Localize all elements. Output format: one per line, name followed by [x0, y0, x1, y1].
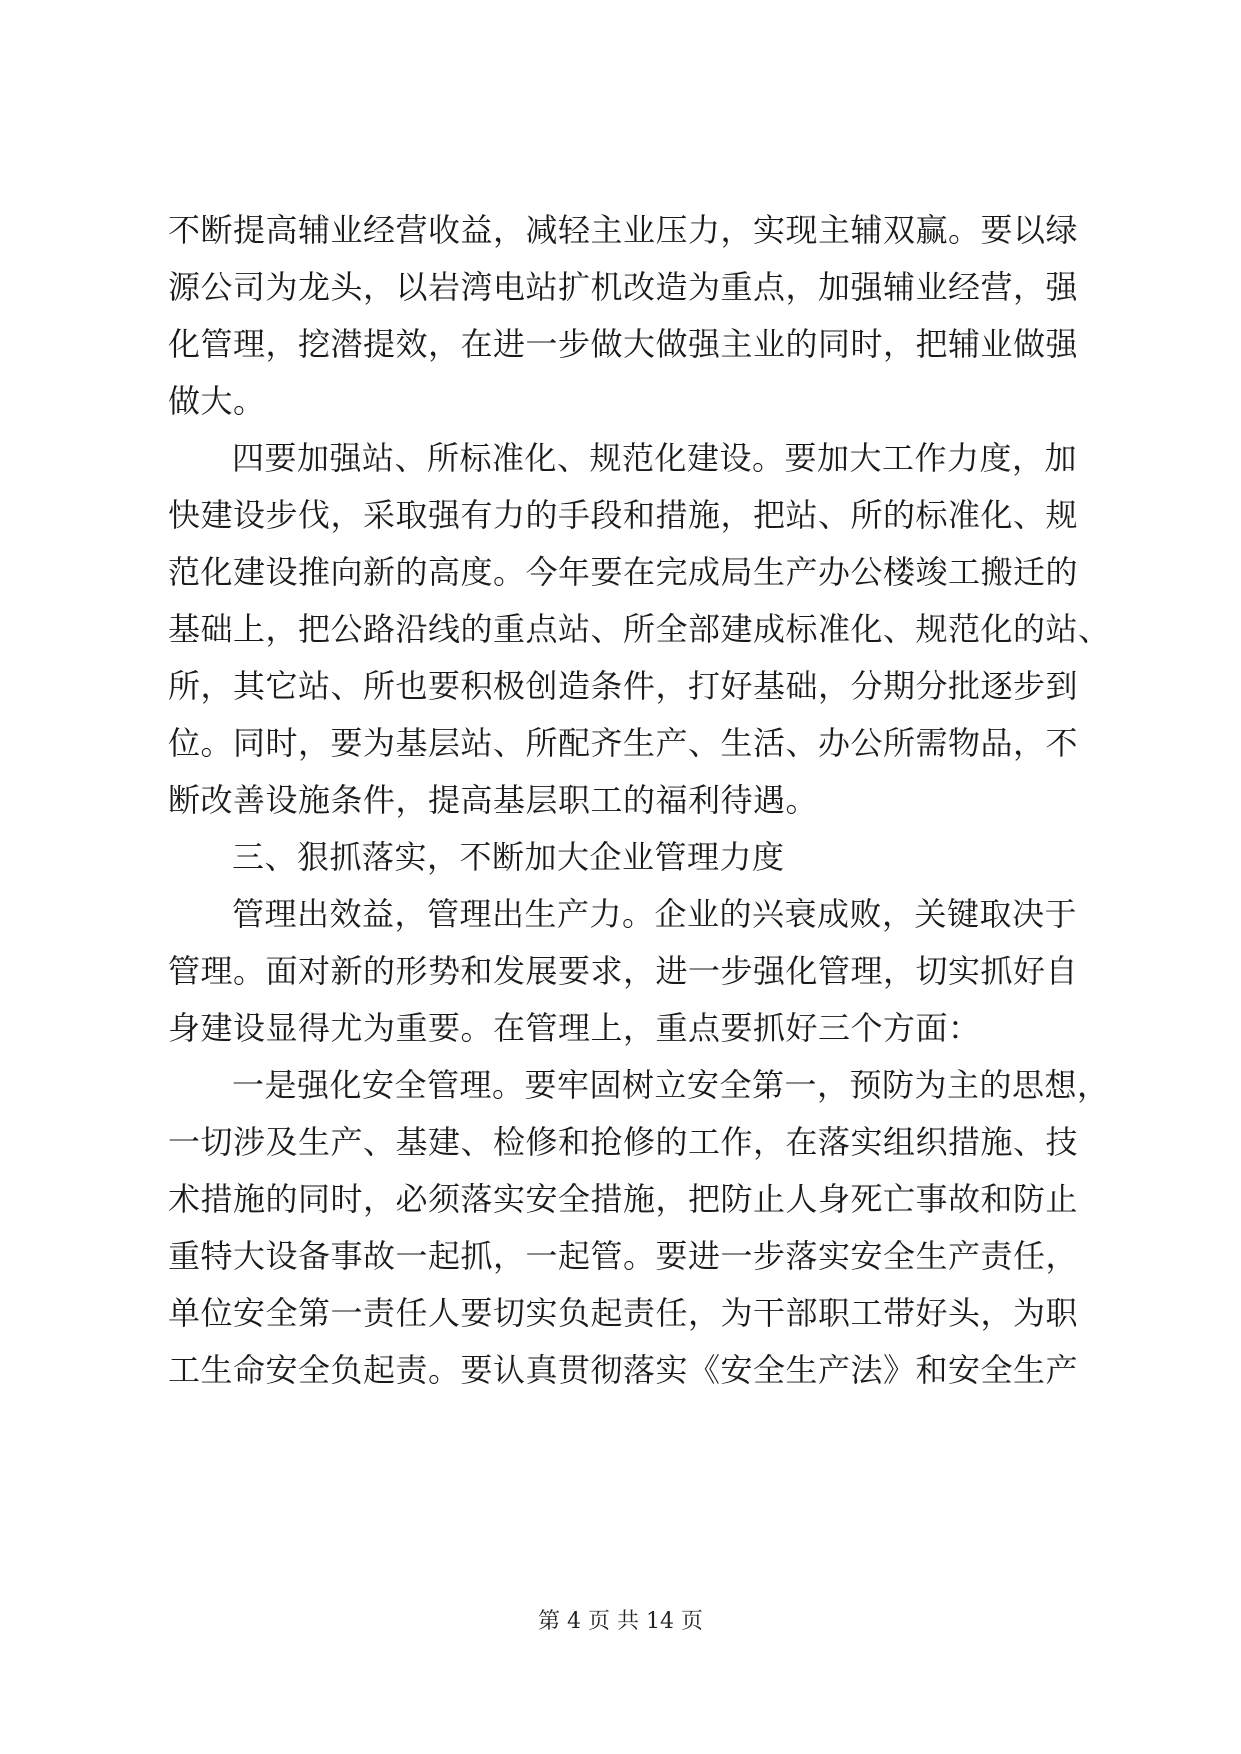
text-line: 一切涉及生产、基建、检修和抢修的工作，在落实组织措施、技: [168, 1123, 1079, 1161]
text-line: 身建设显得尤为重要。在管理上，重点要抓好三个方面：: [168, 1009, 981, 1047]
text-line: 位。同时，要为基层站、所配齐生产、生活、办公所需物品，不: [168, 724, 1079, 762]
text-line: 不断提高辅业经营收益，减轻主业压力，实现主辅双赢。要以绿: [168, 211, 1079, 249]
section-heading: 三、狠抓落实，不断加大企业管理力度: [232, 838, 785, 876]
text-line: 管理。面对新的形势和发展要求，进一步强化管理，切实抓好自: [168, 952, 1079, 990]
text-line: 术措施的同时，必须落实安全措施，把防止人身死亡事故和防止: [168, 1180, 1079, 1218]
text-line: 源公司为龙头，以岩湾电站扩机改造为重点，加强辅业经营，强: [168, 268, 1079, 306]
text-line: 做大。: [168, 382, 266, 420]
page-number-footer: 第 4 页 共 14 页: [538, 1609, 703, 1634]
text-line: 所，其它站、所也要积极创造条件，打好基础，分期分批逐步到: [168, 667, 1079, 705]
text-line: 单位安全第一责任人要切实负起责任，为干部职工带好头，为职: [168, 1294, 1079, 1332]
paragraph-start-line: 管理出效益，管理出生产力。企业的兴衰成败，关键取决于: [232, 895, 1078, 933]
text-line: 快建设步伐，采取强有力的手段和措施，把站、所的标准化、规: [168, 496, 1079, 534]
text-line: 重特大设备事故一起抓，一起管。要进一步落实安全生产责任，: [168, 1237, 1079, 1275]
text-line: 化管理，挖潜提效，在进一步做大做强主业的同时，把辅业做强: [168, 325, 1079, 363]
paragraph-start-line: 一是强化安全管理。要牢固树立安全第一，预防为主的思想，: [232, 1066, 1110, 1104]
paragraph-start-line: 四要加强站、所标准化、规范化建设。要加大工作力度，加: [232, 439, 1078, 477]
text-line: 范化建设推向新的高度。今年要在完成局生产办公楼竣工搬迁的: [168, 553, 1079, 591]
text-line: 工生命安全负起责。要认真贯彻落实《安全生产法》和安全生产: [168, 1351, 1079, 1389]
text-line: 断改善设施条件，提高基层职工的福利待遇。: [168, 781, 819, 819]
text-line: 基础上，把公路沿线的重点站、所全部建成标准化、规范化的站、: [168, 610, 1111, 648]
